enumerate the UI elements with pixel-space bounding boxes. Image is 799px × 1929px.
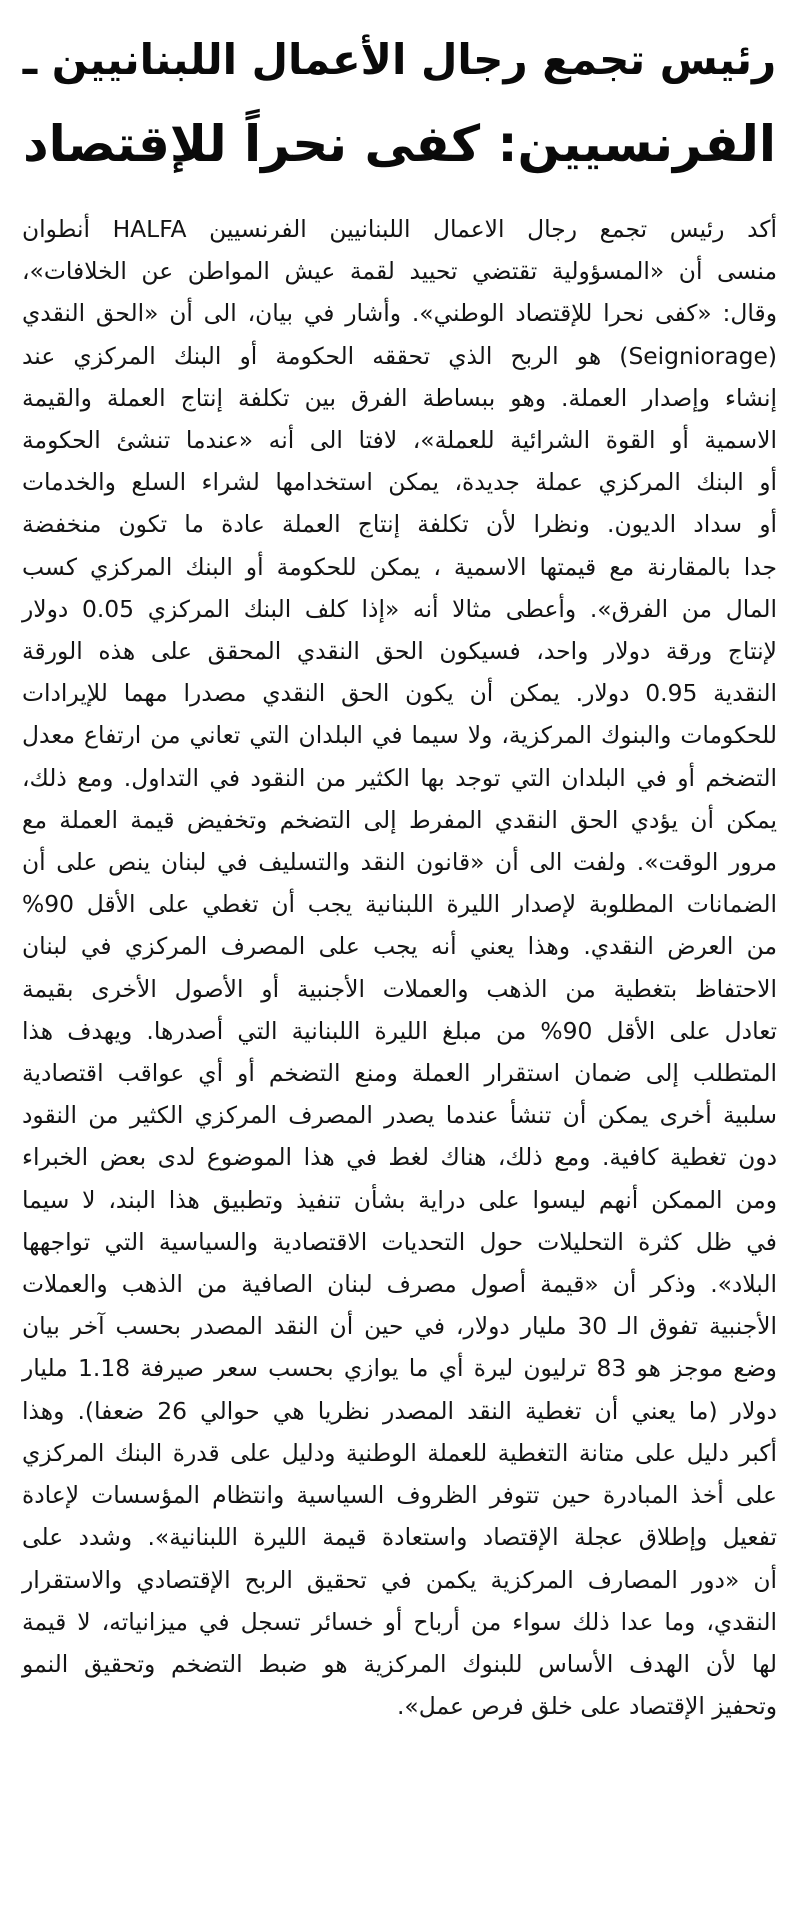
article-body-line: وقال: «كفى نحرا للإقتصاد الوطني». وأشار في بيان، الى أن «الحق النقدي <box>22 299 777 328</box>
article-body-line: النقدية 0.95 دولار. يمكن أن يكون الحق النقدي مصدرا مهما للإيرادات <box>22 679 778 708</box>
article-body-line: جدا بالمقارنة مع قيمتها الاسمية ، يمكن للحكومة أو البنك المركزي كسب <box>22 552 777 581</box>
article-body-line: دولار (ما يعني أن تغطية النقد المصدر نظريا هي حوالي 26 ضعفا). وهذا <box>22 1396 778 1425</box>
article-body-line: لإنتاج ورقة دولار واحد، فسيكون الحق النقدي المحقق على هذه الورقة <box>22 637 777 666</box>
article-body-line: للحكومات والبنوك المركزية، ولا سيما في البلدان التي تعاني من ارتفاع معدل <box>22 721 777 750</box>
article-body-line: في ظل كثرة التحليلات حول التحديات الاقتصادية والسياسية التي تواجهها <box>22 1227 777 1256</box>
article-body-line: أكد رئيس تجمع رجال الاعمال اللبنانيين الفرنسيين HALFA أنطوان <box>22 215 777 243</box>
article-body-line: إنشاء وإصدار العملة. وهو ببساطة الفرق بين تكلفة إنتاج العملة والقيمة <box>22 383 777 412</box>
article-body-line: (Seigniorage) هو الربح الذي تحققه الحكومة أو البنك المركزي عند <box>22 341 777 370</box>
article-body-line: الاحتفاظ بتغطية من الذهب والعملات الأجنبية أو الأصول الأخرى بقيمة <box>22 974 777 1003</box>
article-body <box>22 208 777 1727</box>
article-body-line: تعادل على الأقل 90% من مبلغ الليرة اللبنانية التي أصدرها. ويهدف هذا <box>22 1016 777 1045</box>
headline-line-2: الفرنسيين: كفى نحراً للإقتصاد <box>23 115 776 173</box>
article-headline <box>22 18 777 186</box>
article-body-line: أو البنك المركزي عملة جديدة، يمكن استخدامها لشراء السلع والخدمات <box>22 468 777 497</box>
article-body-line: تفعيل وإطلاق عجلة الإقتصاد واستعادة قيمة الليرة اللبنانية». وشدد على <box>22 1523 777 1552</box>
article-body-line: ومن الممكن أنهم ليسوا على دراية بشأن تنفيذ وتطبيق هذا البند، لا سيما <box>22 1185 777 1214</box>
article-body-line: يمكن أن يؤدي الحق النقدي المفرط إلى التضخم وتخفيض قيمة العملة مع <box>22 805 777 834</box>
article-body-line: البلاد». وذكر أن «قيمة أصول مصرف لبنان الصافية من الذهب والعملات <box>22 1270 777 1299</box>
article-body-line: النقدي، وما عدا ذلك سواء من أرباح أو خسائر تسجل في ميزانياته، لا قيمة <box>22 1607 777 1636</box>
article-body-line: وتحفيز الإقتصاد على خلق فرص عمل». <box>397 1692 777 1721</box>
article-body-line: لها لأن الهدف الأساس للبنوك المركزية هو ضبط التضخم وتحقيق النمو <box>22 1649 777 1678</box>
article-body-line: التضخم أو في البلدان التي توجد بها الكثير من النقود في التداول. ومع ذلك، <box>22 763 777 792</box>
headline-line-1: رئيس تجمع رجال الأعمال اللبنانيين ـ <box>22 35 777 84</box>
article-body-line: المال من الفرق». وأعطى مثالا أنه «إذا كلف البنك المركزي 0.05 دولار <box>22 594 777 623</box>
article-body-line: أن «دور المصارف المركزية يكمن في تحقيق الربح الإقتصادي والاستقرار <box>22 1565 777 1594</box>
article-body-line: الاسمية أو القوة الشرائية للعملة»، لافتا الى أنه «عندما تنشئ الحكومة <box>22 426 777 455</box>
article-body-line: أكبر دليل على متانة التغطية للعملة الوطنية ودليل على قدرة البنك المركزي <box>22 1438 777 1467</box>
article-body-line: الأجنبية تفوق الـ 30 مليار دولار، في حين أن النقد المصدر بحسب آخر بيان <box>22 1312 777 1341</box>
article-body-line: مرور الوقت». ولفت الى أن «قانون النقد والتسليف في لبنان ينص على أن <box>22 848 777 877</box>
article-body-line: دون تغطية كافية. ومع ذلك، هناك لغط في هذا الموضوع لدى بعض الخبراء <box>22 1143 777 1172</box>
article-body-line: من العرض النقدي. وهذا يعني أنه يجب على المصرف المركزي في لبنان <box>22 932 777 961</box>
article-body-line: سلبية أخرى يمكن أن تنشأ عندما يصدر المصرف المركزي الكثير من النقود <box>22 1101 777 1130</box>
article-body-line: المتطلب إلى ضمان استقرار العملة ومنع التضخم أو أي عواقب اقتصادية <box>22 1059 777 1088</box>
article-body-line: الضمانات المطلوبة لإصدار الليرة اللبنانية يجب أن تغطي على الأقل 90% <box>22 890 777 919</box>
article-body-line: على أخذ المبادرة حين تتوفر الظروف السياسية وانتظام المؤسسات لإعادة <box>22 1481 777 1510</box>
article-body-line: وضع موجز هو 83 ترليون ليرة أي ما يوازي بحسب سعر صيرفة 1.18 مليار <box>22 1354 777 1383</box>
article-body-line: أو سداد الديون. ونظرا لأن تكلفة إنتاج العملة عادة ما تكون منخفضة <box>22 510 777 539</box>
article-body-line: منسى أن «المسؤولية تقتضي تحييد لقمة عيش المواطن عن الخلافات»، <box>22 257 777 286</box>
